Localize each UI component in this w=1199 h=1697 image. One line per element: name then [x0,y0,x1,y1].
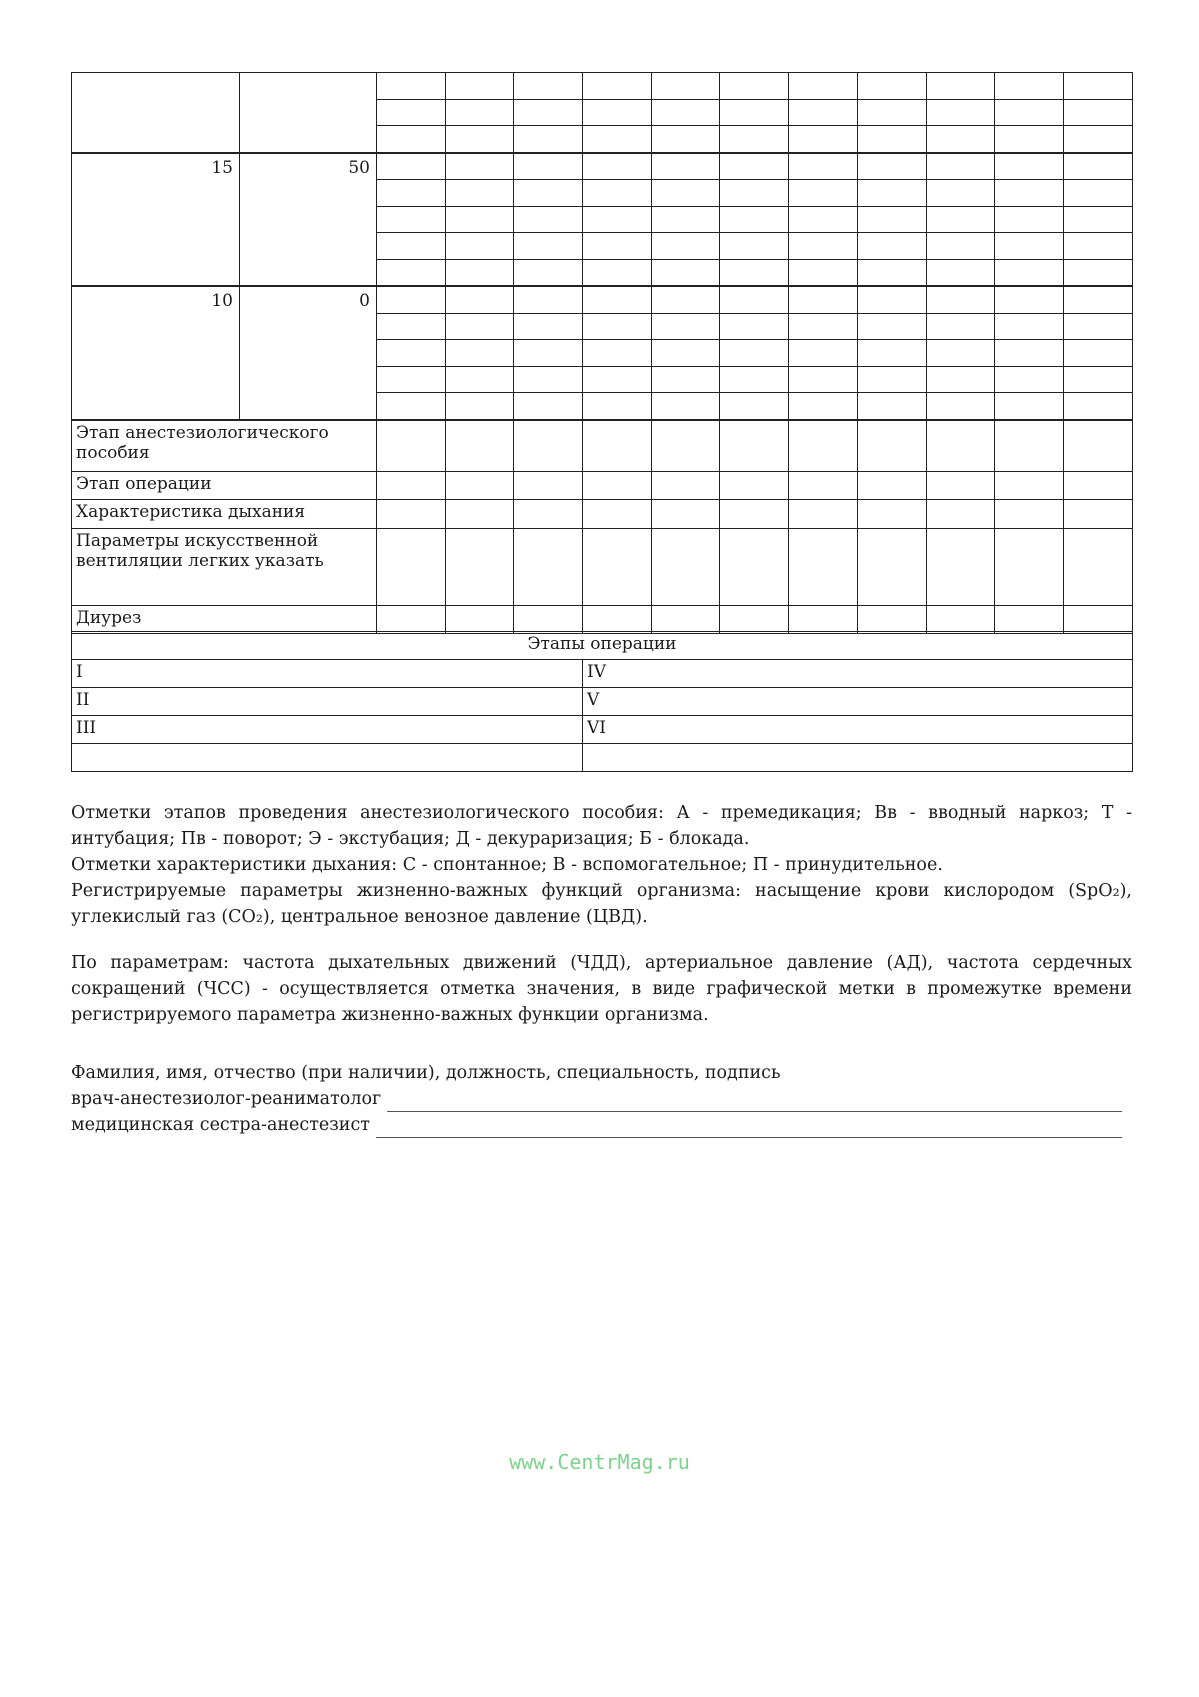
chart-cell[interactable] [720,180,789,207]
chart-cell[interactable] [857,99,926,126]
chart-cell[interactable] [1063,500,1132,529]
chart-cell[interactable] [583,528,652,605]
chart-cell[interactable] [789,180,858,207]
chart-cell[interactable] [1063,605,1132,634]
chart-cell[interactable] [995,73,1064,100]
scale-left-15: 15 [72,153,240,287]
chart-cell[interactable] [995,471,1064,500]
signature-doctor-field[interactable] [387,1091,1122,1112]
chart-cell[interactable] [789,420,858,472]
chart-cell[interactable] [720,286,789,313]
chart-cell[interactable] [789,126,858,153]
chart-cell[interactable] [445,366,514,393]
row-label-operation-stage: Этап операции [72,471,377,500]
chart-cell[interactable] [514,471,583,500]
chart-cell[interactable] [1063,206,1132,233]
chart-cell[interactable] [926,528,995,605]
chart-cell[interactable] [857,313,926,340]
chart-cell[interactable] [720,259,789,286]
chart-cell[interactable] [857,500,926,529]
chart-cell[interactable] [377,233,446,260]
chart-cell[interactable] [789,471,858,500]
chart-cell[interactable] [1063,99,1132,126]
chart-cell[interactable] [789,233,858,260]
chart-cell[interactable] [583,180,652,207]
stage-cell: I [72,660,583,688]
chart-cell[interactable] [995,528,1064,605]
chart-cell[interactable] [995,420,1064,472]
stage-cell: V [583,688,1133,716]
chart-cell[interactable] [445,233,514,260]
chart-cell[interactable] [789,393,858,420]
chart-cell[interactable] [583,340,652,367]
scale-left-top [72,73,240,153]
chart-cell[interactable] [857,605,926,634]
chart-cell[interactable] [789,153,858,180]
chart-cell[interactable] [857,233,926,260]
chart-cell[interactable] [651,233,720,260]
chart-cell[interactable] [720,233,789,260]
stage-cell [72,744,583,772]
chart-cell[interactable] [583,153,652,180]
chart-cell[interactable] [789,366,858,393]
chart-cell[interactable] [514,126,583,153]
chart-cell[interactable] [583,233,652,260]
chart-cell[interactable] [445,500,514,529]
chart-cell[interactable] [720,206,789,233]
stages-header: Этапы операции [72,632,1133,660]
chart-cell[interactable] [857,471,926,500]
chart-cell[interactable] [377,286,446,313]
chart-cell[interactable] [514,500,583,529]
chart-cell[interactable] [926,313,995,340]
chart-cell[interactable] [514,366,583,393]
chart-cell[interactable] [720,340,789,367]
chart-cell[interactable] [926,126,995,153]
chart-cell[interactable] [377,528,446,605]
chart-cell[interactable] [583,313,652,340]
chart-cell[interactable] [1063,233,1132,260]
chart-cell[interactable] [1063,313,1132,340]
chart-cell[interactable] [583,605,652,634]
chart-cell[interactable] [720,471,789,500]
chart-cell[interactable] [377,206,446,233]
chart-cell[interactable] [1063,393,1132,420]
chart-cell[interactable] [1063,420,1132,472]
chart-cell[interactable] [1063,73,1132,100]
chart-cell[interactable] [514,605,583,634]
chart-cell[interactable] [1063,180,1132,207]
chart-cell[interactable] [377,99,446,126]
chart-cell[interactable] [377,393,446,420]
chart-cell[interactable] [1063,259,1132,286]
chart-cell[interactable] [514,180,583,207]
chart-cell[interactable] [926,340,995,367]
operation-stages-table [71,631,1133,772]
chart-cell[interactable] [651,500,720,529]
chart-cell[interactable] [926,259,995,286]
chart-cell[interactable] [995,393,1064,420]
chart-cell[interactable] [445,180,514,207]
chart-cell[interactable] [514,420,583,472]
chart-cell[interactable] [789,500,858,529]
chart-cell[interactable] [720,605,789,634]
chart-cell[interactable] [445,126,514,153]
chart-cell[interactable] [995,206,1064,233]
chart-cell[interactable] [857,180,926,207]
chart-cell[interactable] [1063,153,1132,180]
chart-cell[interactable] [651,126,720,153]
chart-cell[interactable] [926,393,995,420]
chart-cell[interactable] [720,73,789,100]
chart-cell[interactable] [651,259,720,286]
chart-cell[interactable] [445,528,514,605]
chart-cell[interactable] [651,366,720,393]
chart-cell[interactable] [651,528,720,605]
chart-cell[interactable] [583,366,652,393]
chart-cell[interactable] [995,99,1064,126]
chart-cell[interactable] [926,73,995,100]
chart-cell[interactable] [995,366,1064,393]
stage-cell: II [72,688,583,716]
chart-cell[interactable] [720,420,789,472]
chart-cell[interactable] [445,471,514,500]
chart-cell[interactable] [651,206,720,233]
chart-cell[interactable] [926,206,995,233]
chart-cell[interactable] [857,393,926,420]
chart-cell[interactable] [720,366,789,393]
chart-cell[interactable] [583,206,652,233]
chart-cell[interactable] [995,313,1064,340]
chart-cell[interactable] [377,420,446,472]
chart-cell[interactable] [651,393,720,420]
chart-cell[interactable] [926,99,995,126]
chart-cell[interactable] [651,99,720,126]
chart-cell[interactable] [926,605,995,634]
chart-cell[interactable] [445,605,514,634]
chart-cell[interactable] [857,340,926,367]
signature-doctor-label: врач-анестезиолог-реаниматолог [71,1089,382,1109]
chart-cell[interactable] [514,259,583,286]
chart-cell[interactable] [377,126,446,153]
chart-cell[interactable] [926,286,995,313]
chart-cell[interactable] [789,528,858,605]
chart-cell[interactable] [651,420,720,472]
chart-cell[interactable] [789,313,858,340]
chart-cell[interactable] [789,340,858,367]
chart-cell[interactable] [926,471,995,500]
stage-cell [583,744,1133,772]
row-label-breathing: Характеристика дыхания [72,500,377,529]
chart-cell[interactable] [720,393,789,420]
chart-cell[interactable] [926,153,995,180]
chart-cell[interactable] [514,340,583,367]
chart-cell[interactable] [445,99,514,126]
chart-cell[interactable] [720,153,789,180]
chart-cell[interactable] [995,340,1064,367]
chart-cell[interactable] [1063,340,1132,367]
chart-cell[interactable] [857,286,926,313]
chart-cell[interactable] [377,500,446,529]
chart-cell[interactable] [583,259,652,286]
chart-cell[interactable] [651,153,720,180]
anesthesia-chart-table [71,72,1133,634]
chart-cell[interactable] [377,153,446,180]
chart-cell[interactable] [1063,471,1132,500]
chart-cell[interactable] [857,73,926,100]
stage-cell: VI [583,716,1133,744]
chart-cell[interactable] [377,605,446,634]
chart-cell[interactable] [514,286,583,313]
row-label-diuresis: Диурез [72,605,377,634]
chart-cell[interactable] [377,340,446,367]
chart-cell[interactable] [651,180,720,207]
chart-cell[interactable] [857,259,926,286]
chart-cell[interactable] [445,340,514,367]
chart-cell[interactable] [377,313,446,340]
chart-cell[interactable] [720,99,789,126]
chart-cell[interactable] [377,471,446,500]
signature-nurse-label: медицинская сестра-анестезист [71,1115,370,1135]
chart-cell[interactable] [445,206,514,233]
chart-cell[interactable] [995,180,1064,207]
chart-cell[interactable] [995,259,1064,286]
chart-cell[interactable] [583,286,652,313]
scale-right-top [240,73,377,153]
chart-cell[interactable] [651,340,720,367]
chart-cell[interactable] [995,500,1064,529]
chart-cell[interactable] [514,73,583,100]
chart-cell[interactable] [445,420,514,472]
chart-cell[interactable] [514,153,583,180]
chart-cell[interactable] [583,126,652,153]
chart-cell[interactable] [583,99,652,126]
chart-cell[interactable] [445,393,514,420]
signature-block [71,1060,1132,1138]
chart-cell[interactable] [720,313,789,340]
chart-cell[interactable] [995,605,1064,634]
chart-cell[interactable] [377,180,446,207]
chart-cell[interactable] [583,500,652,529]
note-vital-params: Регистрируемые параметры жизненно-важных функций организма: насыщение крови кислородом (SpO₂), углекислый газ (CO₂), центральное венозное давление (ЦВД). [71,881,1132,927]
chart-cell[interactable] [514,99,583,126]
chart-cell[interactable] [583,73,652,100]
signature-doctor-line [71,1086,1132,1112]
stage-cell: IV [583,660,1133,688]
chart-cell[interactable] [1063,126,1132,153]
chart-cell[interactable] [514,206,583,233]
chart-cell[interactable] [514,528,583,605]
chart-cell[interactable] [377,259,446,286]
chart-cell[interactable] [995,286,1064,313]
chart-cell[interactable] [445,286,514,313]
chart-cell[interactable] [514,313,583,340]
row-label-anesthesia-stage: Этап анестезиологического пособия [72,420,377,472]
note-breathing-marks: Отметки характеристики дыхания: С - спонтанное; В - вспомогательное; П - принудительное. [71,855,943,875]
chart-cell[interactable] [1063,528,1132,605]
legend-notes [71,800,1132,1028]
chart-cell[interactable] [1063,366,1132,393]
signature-nurse-line [71,1112,1132,1138]
chart-cell[interactable] [995,153,1064,180]
chart-cell[interactable] [720,500,789,529]
chart-cell[interactable] [789,99,858,126]
chart-cell[interactable] [995,126,1064,153]
chart-cell[interactable] [995,233,1064,260]
signature-title: Фамилия, имя, отчество (при наличии), должность, специальность, подпись [71,1063,781,1083]
chart-cell[interactable] [583,471,652,500]
chart-cell[interactable] [445,259,514,286]
row-label-ventilation: Параметры искусственной вентиляции легких указать [72,528,377,605]
chart-cell[interactable] [651,286,720,313]
chart-cell[interactable] [651,73,720,100]
chart-cell[interactable] [583,393,652,420]
chart-cell[interactable] [857,420,926,472]
chart-cell[interactable] [583,420,652,472]
stage-cell: III [72,716,583,744]
signature-nurse-field[interactable] [376,1117,1122,1138]
scale-right-50: 50 [240,153,377,287]
chart-cell[interactable] [377,73,446,100]
chart-cell[interactable] [789,206,858,233]
scale-left-10: 10 [72,286,240,420]
note-graphic-marks: По параметрам: частота дыхательных движений (ЧДД), артериальное давление (АД), частота сердечных сокращений (ЧСС) - осуществляется отметка значения, в виде графической метки в промежутке времени регистрируемого параметра жизненно-важных функции организма. [71,953,1132,1025]
chart-cell[interactable] [926,233,995,260]
chart-cell[interactable] [1063,286,1132,313]
chart-cell[interactable] [445,313,514,340]
chart-cell[interactable] [651,605,720,634]
scale-right-0: 0 [240,286,377,420]
chart-cell[interactable] [857,153,926,180]
chart-cell[interactable] [857,206,926,233]
chart-cell[interactable] [514,233,583,260]
chart-body [72,73,1133,634]
chart-cell[interactable] [445,73,514,100]
chart-cell[interactable] [857,528,926,605]
chart-cell[interactable] [926,420,995,472]
chart-cell[interactable] [789,605,858,634]
chart-cell[interactable] [651,313,720,340]
chart-cell[interactable] [857,366,926,393]
chart-cell[interactable] [926,500,995,529]
chart-cell[interactable] [377,366,446,393]
chart-cell[interactable] [651,471,720,500]
chart-cell[interactable] [514,393,583,420]
chart-cell[interactable] [789,73,858,100]
chart-cell[interactable] [857,126,926,153]
chart-cell[interactable] [720,126,789,153]
chart-cell[interactable] [926,180,995,207]
chart-cell[interactable] [720,528,789,605]
note-anesthesia-marks: Отметки этапов проведения анестезиологического пособия: А - премедикация; Вв - вводный наркоз; Т - интубация; Пв - поворот; Э - экстубация; Д - декураризация; Б - блокада. [71,803,1132,849]
chart-cell[interactable] [445,153,514,180]
chart-cell[interactable] [789,259,858,286]
chart-cell[interactable] [926,366,995,393]
watermark: www.CentrMag.ru [509,1450,690,1474]
chart-cell[interactable] [789,286,858,313]
